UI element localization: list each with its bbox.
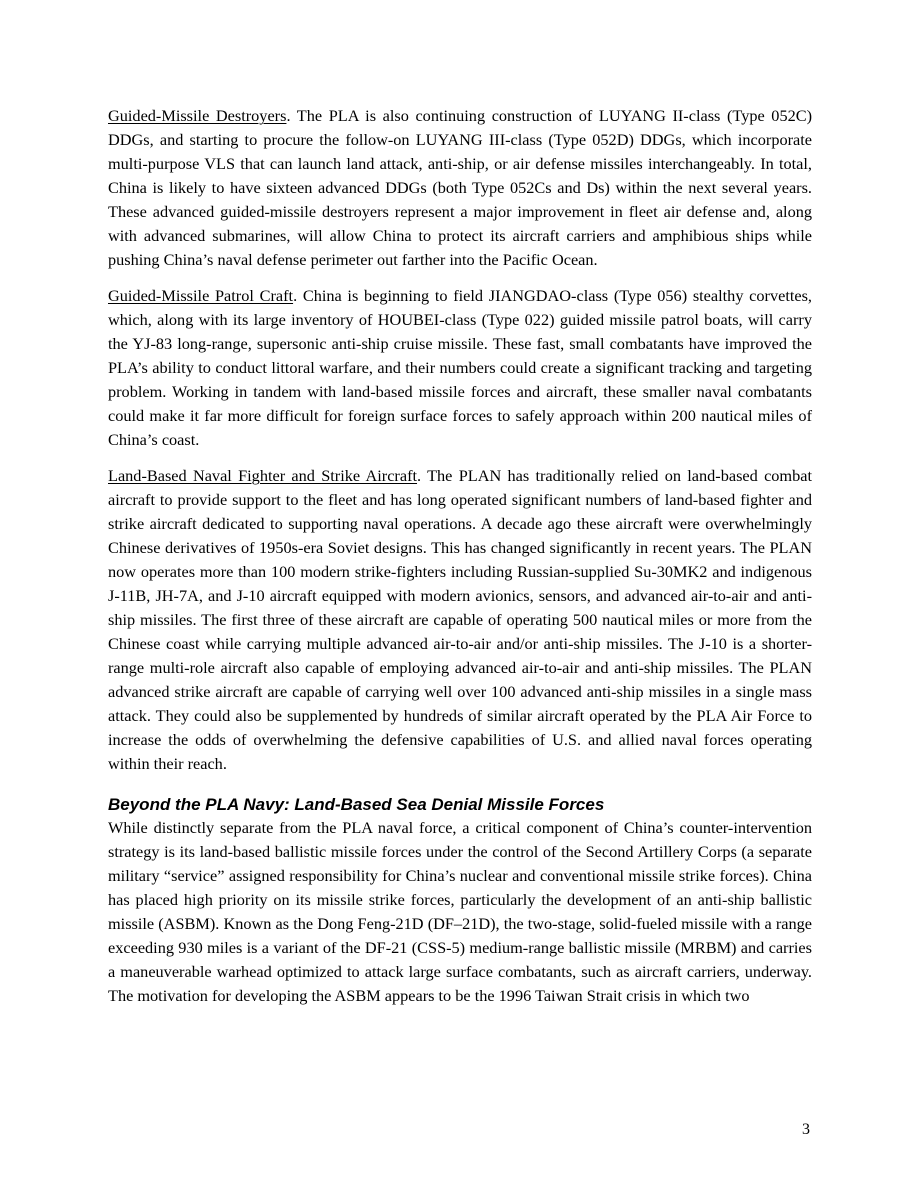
paragraph-lead-heading: Land-Based Naval Fighter and Strike Aircraft (108, 466, 418, 485)
document-page (108, 104, 812, 1020)
paragraph-guided-missile-patrol-craft (108, 284, 812, 452)
paragraph-body: . The PLAN has traditionally relied on land-based combat aircraft to provide support to the fleet and has long operated significant numbers of land-based fighter and strike aircraft dedicated to supporting naval operations. A decade ago these aircraft were overwhelmingly Chinese derivatives of 1950s-era Soviet designs. This has changed significantly in recent years. The PLAN now operates more than 100 modern strike-fighters including Russian-supplied Su-30MK2 and indigenous J-11B, JH-7A, and J-10 aircraft equipped with modern avionics, sensors, and advanced air-to-air and anti-ship missiles. The first three of these aircraft are capable of operating 500 nautical miles or more from the Chinese coast while carrying multiple advanced air-to-air and/or anti-ship missiles. The J-10 is a shorter-range multi-role aircraft also capable of employing advanced air-to-air and anti-ship missiles. The PLAN advanced strike aircraft are capable of carrying well over 100 advanced anti-ship missiles in a single mass attack. They could also be supplemented by hundreds of similar aircraft operated by the PLA Air Force to increase the odds of overwhelming the defensive capabilities of U.S. and allied naval forces operating within their reach. (108, 466, 812, 773)
paragraph-lead-heading: Guided-Missile Patrol Craft (108, 286, 294, 305)
paragraph-guided-missile-destroyers (108, 104, 812, 272)
paragraph-naval-fighter-strike-aircraft (108, 464, 812, 776)
paragraph-lead-heading: Guided-Missile Destroyers (108, 106, 287, 125)
page-number: 3 (802, 1121, 810, 1138)
paragraph-body: . The PLA is also continuing construction of LUYANG II-class (Type 052C) DDGs, and starting to procure the follow-on LUYANG III-class (Type 052D) DDGs, which incorporate multi-purpose VLS that can launch land attack, anti-ship, or air defense missiles interchangeably. In total, China is likely to have sixteen advanced DDGs (both Type 052Cs and Ds) within the next several years. These advanced guided-missile destroyers represent a major improvement in fleet air defense and, along with advanced submarines, will allow China to protect its aircraft carriers and amphibious ships while pushing China’s naval defense perimeter out farther into the Pacific Ocean. (108, 106, 813, 269)
section-heading: Beyond the PLA Navy: Land-Based Sea Denial Missile Forces (108, 795, 605, 814)
paragraph-body: . China is beginning to field JIANGDAO-class (Type 056) stealthy corvettes, which, along with its large inventory of HOUBEI-class (Type 022) guided missile patrol boats, will carry the YJ-83 long-range, supersonic anti-ship cruise missile. These fast, small combatants have improved the PLA’s ability to conduct littoral warfare, and their numbers could create a significant tracking and targeting problem. Working in tandem with land-based missile forces and aircraft, these smaller naval combatants could make it far more difficult for foreign surface forces to safely approach within 200 nautical miles of China’s coast. (108, 286, 813, 449)
section-paragraph: While distinctly separate from the PLA naval force, a critical component of China’s counter-intervention strategy is its land-based ballistic missile forces under the control of the Second Artillery Corps (a separate military “service” assigned responsibility for China’s nuclear and conventional missile strike forces). China has placed high priority on its missile strike forces, particularly the development of an anti-ship ballistic missile (ASBM). Known as the Dong Feng-21D (DF–21D), the two-stage, solid-fueled missile with a range exceeding 930 miles is a variant of the DF-21 (CSS-5) medium-range ballistic missile (MRBM) and carries a maneuverable warhead optimized to attack large surface combatants, such as aircraft carriers, underway. The motivation for developing the ASBM appears to be the 1996 Taiwan Strait crisis in which two (108, 818, 812, 1005)
